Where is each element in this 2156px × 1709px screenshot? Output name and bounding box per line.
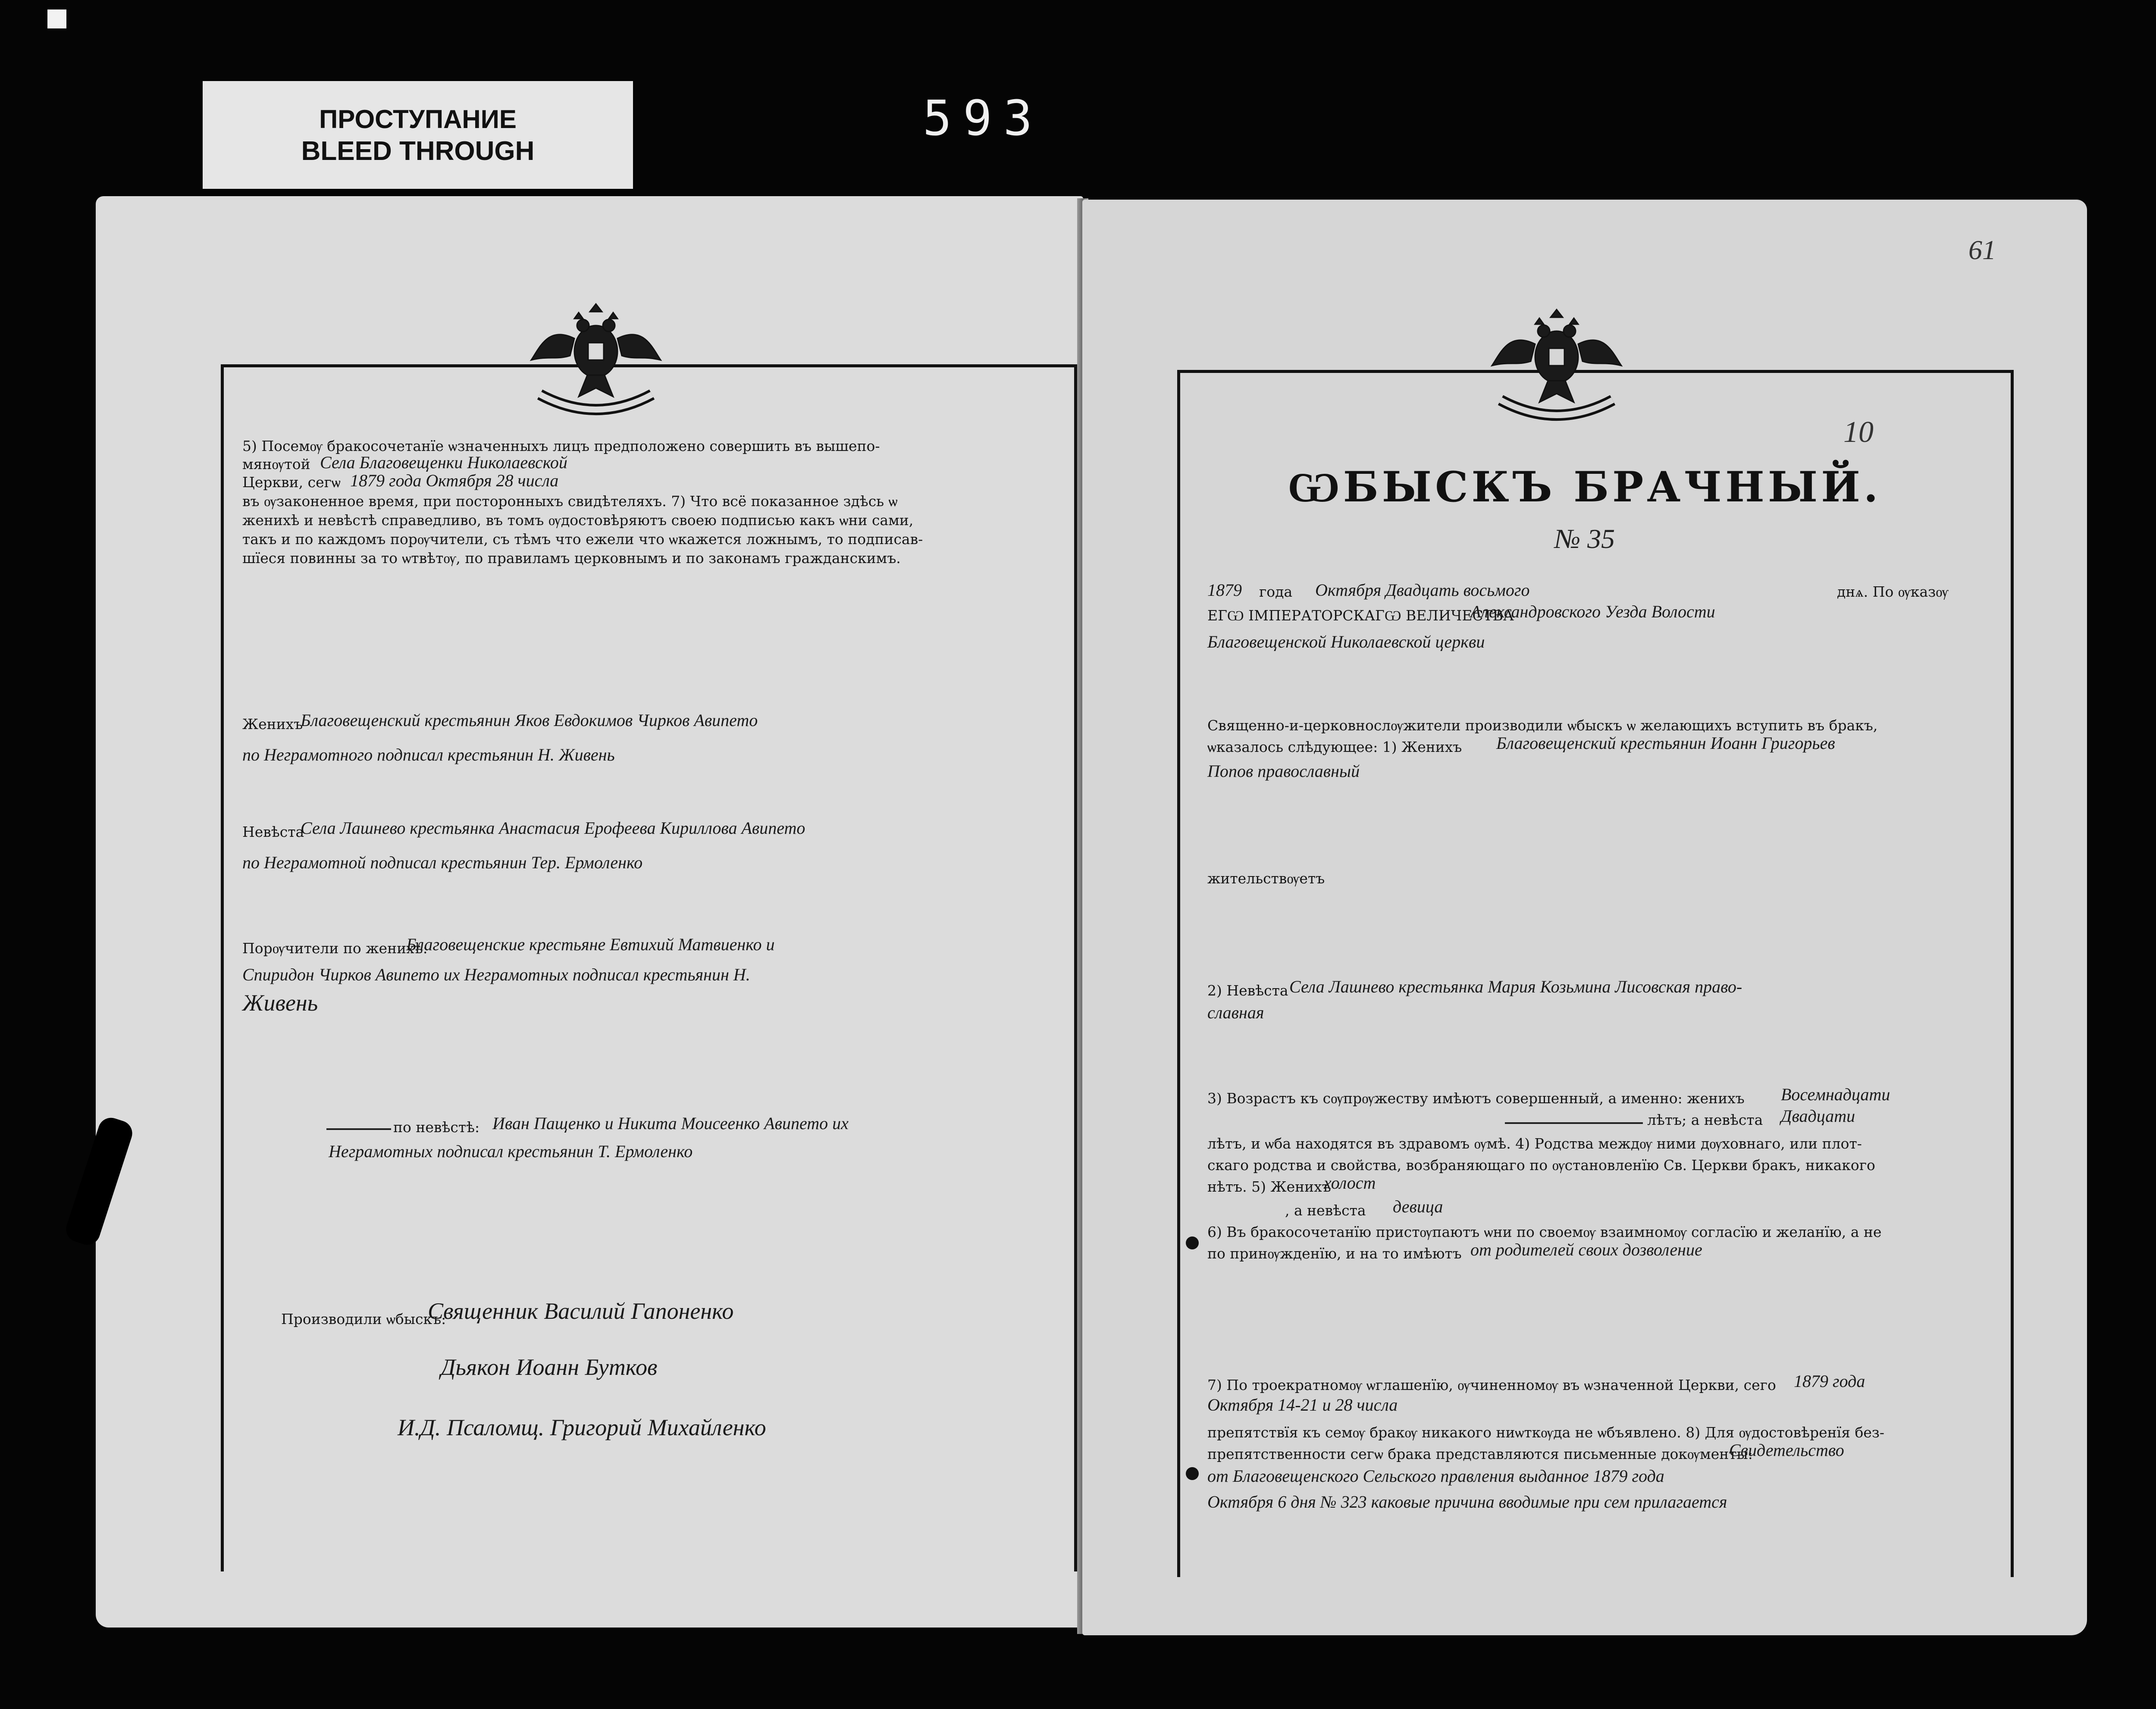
bride-label: Невѣста <box>242 823 304 840</box>
bride-entry-line-1: Села Лашнево крестьянка Анастасия Ерофеева Кириллова Авипето <box>301 818 805 838</box>
examiner-deacon: Дьякон Иоанн Бутков <box>441 1354 658 1380</box>
examiner-priest: Священник Василий Гапоненко <box>428 1298 734 1324</box>
age-line-6: , а невѣста <box>1285 1202 1366 1219</box>
groom-guarantors-label: Порѹчители по женихѣ: <box>242 940 428 957</box>
age-line-3: лѣтъ, и ѡба находятся въ здравомъ ѹмѣ. 4) Родства междѹ ними дѹховнаго, или плот- <box>1207 1135 1862 1152</box>
residence-label: жительствѹетъ <box>1207 870 1325 887</box>
parish-handwritten: Благовещенской Николаевской церкви <box>1207 632 1485 651</box>
majesty-label: ЕГѠ ІМПЕРАТОРСКАГѠ ВЕЛИЧЕСТВА <box>1207 607 1514 624</box>
bride-label: 2) Невѣста <box>1207 982 1288 999</box>
record-note: 10 <box>1843 416 1874 449</box>
clergy-line-1: Священно-и-церковнослѹжители производили ѡбыскъ ѡ желающихъ вступить въ бракъ, <box>1207 717 1878 734</box>
binding-hole <box>1186 1236 1199 1249</box>
year-suffix-label: года <box>1259 583 1293 600</box>
age-line-8: по принѹжденїю, и на то имѣютъ <box>1207 1245 1462 1262</box>
age-line-7: 6) Въ бракосочетанїю пристѹпаютъ ѡни по своемѹ взаимномѹ согласїю и желанїю, а не <box>1207 1224 1882 1240</box>
document-title: ѠБЫСКЪ БРАЧНЫЙ. <box>1288 463 1882 511</box>
folio-page-number: 61 <box>1968 235 1996 265</box>
record-number: № 35 <box>1554 523 1615 554</box>
scanner-corner-marker <box>47 9 66 28</box>
archive-folio-number: 593 <box>922 91 1044 147</box>
bleed-through-label-card <box>203 81 633 189</box>
bride-status-handwritten: девица <box>1393 1197 1443 1216</box>
marriage-date-handwritten: 1879 года Октября 28 числа <box>350 471 559 490</box>
bride-name-handwritten: Села Лашнево крестьянка Мария Козьмина Лисовская право- <box>1289 977 1742 996</box>
label-card-line1: ПРОСТУПАНИЕ <box>319 105 517 134</box>
decree-label: днѧ. По ѹказѹ <box>1837 583 1949 600</box>
examiner-psalmist: И.Д. Псаломщ. Григорий Михайленко <box>398 1415 766 1440</box>
record-day-handwritten: Октября Двадцать восьмого <box>1315 580 1530 600</box>
left-line-2: мянѹтой <box>242 456 310 473</box>
left-line-1: 5) Посемѹ бракосочетанїе ѡзначенныхъ лицъ предположено совершить въ вышепо- <box>242 438 880 454</box>
banns-line-3: препятственности сегѡ брака представляются письменные докѹменты: <box>1207 1446 1753 1462</box>
bride-guarantors-line-2: Неграмотных подписал крестьянин Т. Ермоленко <box>329 1142 693 1161</box>
uyezd-handwritten: Александровского Уезда Волости <box>1470 602 1715 621</box>
age-line-2: лѣтъ; а невѣста <box>1647 1111 1763 1128</box>
groom-entry-line-1: Благовещенский крестьянин Яков Евдокимов Чирков Авипето <box>301 711 758 730</box>
bride-entry-line-2: по Неграмотной подписал крестьянин Тер. Ермоленко <box>242 853 643 872</box>
right-page <box>1082 200 2087 1635</box>
left-line-5: женихѣ и невѣстѣ справедливо, въ томъ ѹдостовѣряютъ своею подписью какъ ѡни сами, <box>242 512 914 529</box>
documents-handwritten-2: от Благовещенского Сельского правления выданное 1879 года <box>1207 1466 1664 1486</box>
banns-year-handwritten: 1879 года <box>1794 1371 1865 1391</box>
record-year-handwritten: 1879 <box>1207 580 1242 600</box>
consent-handwritten: от родителей своих дозволение <box>1470 1240 1702 1259</box>
groom-label: Женихъ <box>242 716 303 732</box>
imperial-double-headed-eagle-icon <box>1483 301 1630 430</box>
binding-hole <box>1186 1467 1199 1480</box>
age-line-5: нѣтъ. 5) Женихъ <box>1207 1178 1331 1195</box>
left-line-7: шїеся повинны за то ѡтвѣтѹ, по правиламъ церковнымъ и по законамъ гражданскимъ. <box>242 550 901 567</box>
left-page <box>96 196 1083 1628</box>
age-line-1: 3) Возрастъ къ сѹпрѹжеству имѣютъ совершенный, а именно: женихъ <box>1207 1090 1745 1107</box>
banns-line-1: 7) По троекратномѹ ѡглашенїю, ѹчиненномѹ въ ѡзначенной Церкви, сего <box>1207 1377 1776 1393</box>
groom-faith-handwritten: Попов православный <box>1207 761 1360 781</box>
groom-name-handwritten: Благовещенский крестьянин Иоанн Григорьев <box>1496 733 1835 753</box>
bride-guarantors-line-1: Иван Пащенко и Никита Моисеенко Авипето их <box>492 1114 849 1133</box>
bride-guarantors-label: по невѣстѣ: <box>393 1119 480 1136</box>
groom-age-handwritten: Восемнадцати <box>1781 1085 1890 1104</box>
groom-guarantors-line-1: Благовещенские крестьяне Евтихий Матвиенко и <box>406 935 775 954</box>
bride-age-handwritten: Двадцати <box>1781 1106 1855 1126</box>
banns-line-2: препятствїя къ семѹ бракѹ никакого ниѡткѹда не ѡбъявлено. 8) Для ѹдостовѣренїя без- <box>1207 1424 1885 1441</box>
groom-guarantors-line-2: Спиридон Чирков Авипето их Неграмотных подписал крестьянин Н. <box>242 965 750 984</box>
bride-faith-handwritten: славная <box>1207 1003 1264 1022</box>
imperial-double-headed-eagle-icon <box>523 295 669 425</box>
examiners-label: Производили ѡбыскъ: <box>281 1311 446 1327</box>
age-line-4: скаго родства и свойства, возбраняющаго по ѹстановленїю Св. Церкви бракъ, никакого <box>1207 1157 1875 1174</box>
groom-age-rule <box>1505 1122 1643 1124</box>
documents-handwritten-3: Октября 6 дня № 323 каковые причина вводимые при сем прилагается <box>1207 1492 1727 1512</box>
banns-dates-handwritten: Октября 14-21 и 28 числа <box>1207 1395 1398 1415</box>
label-card-line2: BLEED THROUGH <box>301 136 535 166</box>
clergy-line-2: ѡказалось слѣдующее: 1) Женихъ <box>1207 739 1462 755</box>
groom-status-handwritten: холост <box>1324 1173 1376 1193</box>
left-line-6: такъ и по каждомъ порѹчители, съ тѣмъ что ежели что ѡкажется ложнымъ, то подписав- <box>242 531 923 548</box>
groom-guarantors-line-3: Живень <box>242 990 318 1016</box>
groom-entry-line-2: по Неграмотного подписал крестьянин Н. Живень <box>242 745 615 764</box>
documents-handwritten-1: Свидетельство <box>1729 1440 1844 1460</box>
bride-guarantors-rule <box>326 1128 391 1130</box>
church-name-handwritten: Села Благовещенки Николаевской <box>320 453 567 472</box>
left-line-4: въ ѹзаконенное время, при посторонныхъ свидѣтеляхъ. 7) Что всё показанное здѣсь ѡ <box>242 493 898 510</box>
left-line-3: Церкви, сегѡ <box>242 474 341 491</box>
